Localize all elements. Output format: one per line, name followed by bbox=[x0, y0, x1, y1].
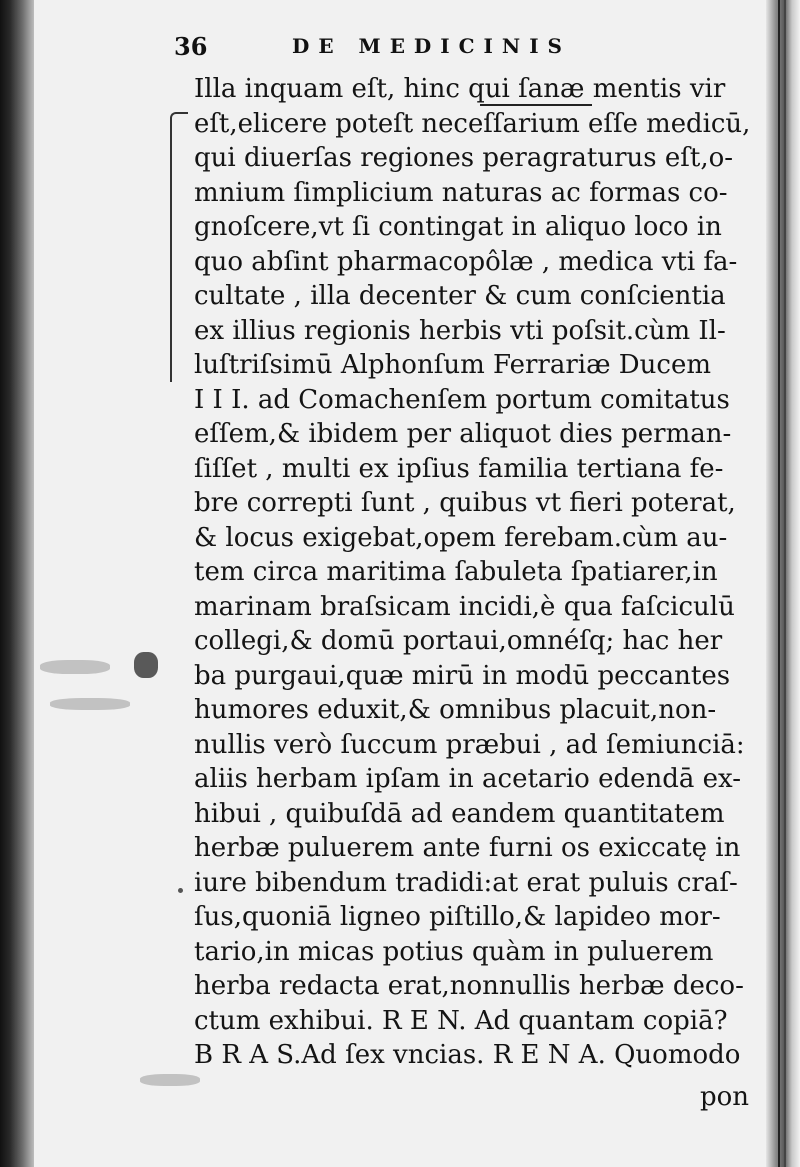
text-line: ſus,quoniā ligneo piſtillo,& lapideo mor- bbox=[194, 902, 721, 932]
margin-smudge bbox=[140, 1074, 200, 1086]
text-line: marinam braſsicam incidi,è qua faſciculū bbox=[194, 591, 735, 622]
text-line: luſtriſsimū Alphonſum Ferrariæ Ducem bbox=[194, 350, 711, 380]
text-line: nullis verò ſuccum præbui , ad ſemiunciā: bbox=[194, 729, 745, 760]
text-line: mnium ſimplicium naturas ac formas co- bbox=[194, 177, 728, 208]
page-number: 36 bbox=[174, 32, 208, 61]
book-binding-edge bbox=[0, 0, 34, 1167]
text-line: humores eduxit,& omnibus placuit,non- bbox=[194, 695, 717, 725]
text-line: collegi,& domū portaui,omnéſq; hac her bbox=[194, 626, 723, 656]
ink-dot bbox=[178, 888, 183, 893]
catchword: pon bbox=[700, 1082, 750, 1112]
text-line: ba purgaui,quæ mirū in modū peccantes bbox=[194, 660, 731, 691]
text-line: ſiſſet , multi ex ipſius familia tertiana fe- bbox=[194, 453, 724, 484]
text-line: eſt,elicere poteſt neceſſarium eſſe medicū, bbox=[194, 108, 751, 139]
text-line: ex illius regionis herbis vti poſsit.cùm Il- bbox=[194, 315, 726, 346]
marginal-bracket-mark bbox=[170, 112, 188, 382]
text-line: gnoſcere,vt ſi contingat in aliquo loco in bbox=[194, 212, 722, 242]
text-line: qui diuerſas regiones peragraturus eſt,o- bbox=[194, 143, 734, 173]
text-line: iure bibendum tradidi:at erat puluis craſ- bbox=[194, 867, 738, 898]
running-head: DE MEDICINIS bbox=[292, 34, 571, 58]
margin-smudge bbox=[134, 652, 158, 678]
text-line: & locus exigebat,opem ferebam.cùm au- bbox=[194, 522, 728, 553]
text-line: I I I. ad Comachenſem portum comitatus bbox=[194, 384, 730, 415]
text-line: B R A S.Ad ſex vncias. R E N A. Quomodo bbox=[194, 1040, 741, 1070]
text-line: aliis herbam ipſam in acetario edendā ex- bbox=[194, 764, 742, 794]
text-line: tario,in micas potius quàm in puluerem bbox=[194, 936, 714, 967]
right-page-edge bbox=[766, 0, 800, 1167]
page-header bbox=[174, 30, 654, 64]
text-line: eſſem,& ibidem per aliquot dies perman- bbox=[194, 419, 732, 449]
text-line: quo abſint pharmacopôlæ , medica vti fa- bbox=[194, 246, 738, 277]
text-line: tem circa maritima ſabuleta ſpatiarer,in bbox=[194, 557, 718, 587]
text-line: herba redacta erat,nonnullis herbæ deco- bbox=[194, 971, 744, 1001]
text-line: bre correpti ſunt , quibus vt fieri poterat, bbox=[194, 488, 736, 518]
margin-smudge bbox=[40, 660, 110, 674]
text-line: herbæ puluerem ante furni os exiccatę in bbox=[194, 833, 741, 863]
text-line: cultate , illa decenter & cum conſcientia bbox=[194, 281, 726, 311]
margin-smudge bbox=[50, 698, 130, 710]
text-line: hibui , quibuſdā ad eandem quantitatem bbox=[194, 798, 725, 829]
text-line: Illa inquam eſt, hinc qui ſanæ mentis vir bbox=[194, 74, 726, 104]
text-line: ctum exhibui. R E N. Ad quantam copiā? bbox=[194, 1005, 728, 1036]
